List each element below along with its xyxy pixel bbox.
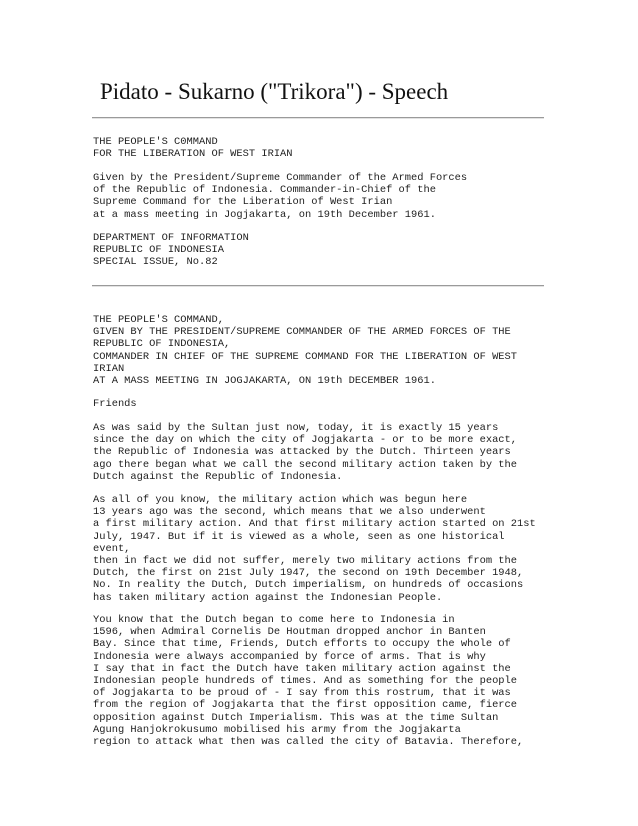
text-line: You know that the Dutch began to come here to Indonesia in [93, 614, 455, 626]
text-line: GIVEN BY THE PRESIDENT/SUPREME COMMANDER OF THE ARMED FORCES OF THE [93, 326, 511, 339]
body-heading [93, 314, 517, 387]
text-line: Dutch, the first on 21st July 1947, the second on 19th December 1948, [93, 567, 524, 580]
text-line: of Jogjakarta to be proud of - I say from this rostrum, that it was [93, 687, 511, 700]
text-line: Bay. Since that time, Friends, Dutch efforts to occupy the whole of [93, 638, 511, 651]
text-line: Supreme Command for the Liberation of West Irian [93, 196, 393, 209]
text-line: July, 1947. But if it is viewed as a whole, seen as one historical [93, 530, 505, 543]
text-line: Indonesian people hundreds of times. And as something for the people [93, 674, 518, 687]
text-line: No. In reality the Dutch, Dutch imperialism, on hundreds of occasions [93, 579, 524, 592]
text-line: a first military action. And that first military action started on 21st [93, 518, 536, 531]
text-line: DEPARTMENT OF INFORMATION [93, 232, 249, 244]
title-divider [92, 117, 544, 119]
text-line: then in fact we did not suffer, merely two military actions from the [93, 554, 518, 567]
text-line: As was said by the Sultan just now, today, it is exactly 15 years [93, 422, 499, 434]
text-line: COMMANDER IN CHIEF OF THE SUPREME COMMAND FOR THE LIBERATION OF WEST [93, 350, 518, 363]
text-line: REPUBLIC OF INDONESIA, [93, 338, 231, 351]
text-line: SPECIAL ISSUE, No.82 [93, 256, 218, 269]
text-line: FOR THE LIBERATION OF WEST IRIAN [93, 148, 293, 161]
text-line: since the day on which the city of Jogjakarta - or to be more exact, [93, 434, 518, 447]
text-line: THE PEOPLE'S COMMAND, [93, 314, 224, 326]
header-given-by [93, 172, 467, 221]
text-line: ago there began what we call the second military action taken by the [93, 458, 518, 471]
text-line: Given by the President/Supreme Commander of the Armed Forces [93, 172, 468, 184]
paragraph-2 [93, 494, 536, 604]
text-line: AT A MASS MEETING IN JOGJAKARTA, ON 19th DECEMBER 1961. [93, 374, 436, 387]
text-line: at a mass meeting in Jogjakarta, on 19th December 1961. [93, 208, 436, 221]
document-title: Pidato - Sukarno ("Trikora") - Speech [100, 79, 449, 104]
text-line: of the Republic of Indonesia. Commander-in-Chief of the [93, 184, 436, 197]
text-line: REPUBLIC OF INDONESIA [93, 244, 224, 257]
text-line: Friends [93, 398, 137, 410]
paragraph-3 [93, 614, 523, 748]
text-line: region to attack what then was called the city of Batavia. Therefore, [93, 735, 524, 748]
section-divider [92, 285, 544, 287]
text-line: event, [93, 542, 131, 555]
text-line: has taken military action against the Indonesian People. [93, 591, 443, 604]
text-line: IRIAN [93, 362, 125, 375]
header-heading [93, 136, 293, 160]
text-line: THE PEOPLE'S C0MMAND [93, 136, 218, 148]
text-line: Dutch against the Republic of Indonesia. [93, 470, 343, 483]
text-line: Agung Hanjokrokusumo mobilised his army from the Jogjakarta [93, 723, 461, 736]
text-line: 1596, when Admiral Cornelis De Houtman dropped anchor in Banten [93, 626, 486, 639]
text-line: 13 years ago was the second, which means that we also underwent [93, 506, 486, 519]
text-line: As all of you know, the military action which was begun here [93, 494, 468, 506]
text-line: opposition against Dutch Imperialism. This was at the time Sultan [93, 711, 499, 724]
text-line: I say that in fact the Dutch have taken military action against the [93, 662, 511, 675]
salutation [93, 398, 137, 410]
header-publisher [93, 232, 249, 269]
text-line: from the region of Jogjakarta that the first opposition came, fierce [93, 699, 518, 712]
text-line: Indonesia were always accompanied by force of arms. That is why [93, 650, 486, 663]
text-line: the Republic of Indonesia was attacked by the Dutch. Thirteen years [93, 446, 511, 459]
paragraph-1 [93, 422, 517, 483]
